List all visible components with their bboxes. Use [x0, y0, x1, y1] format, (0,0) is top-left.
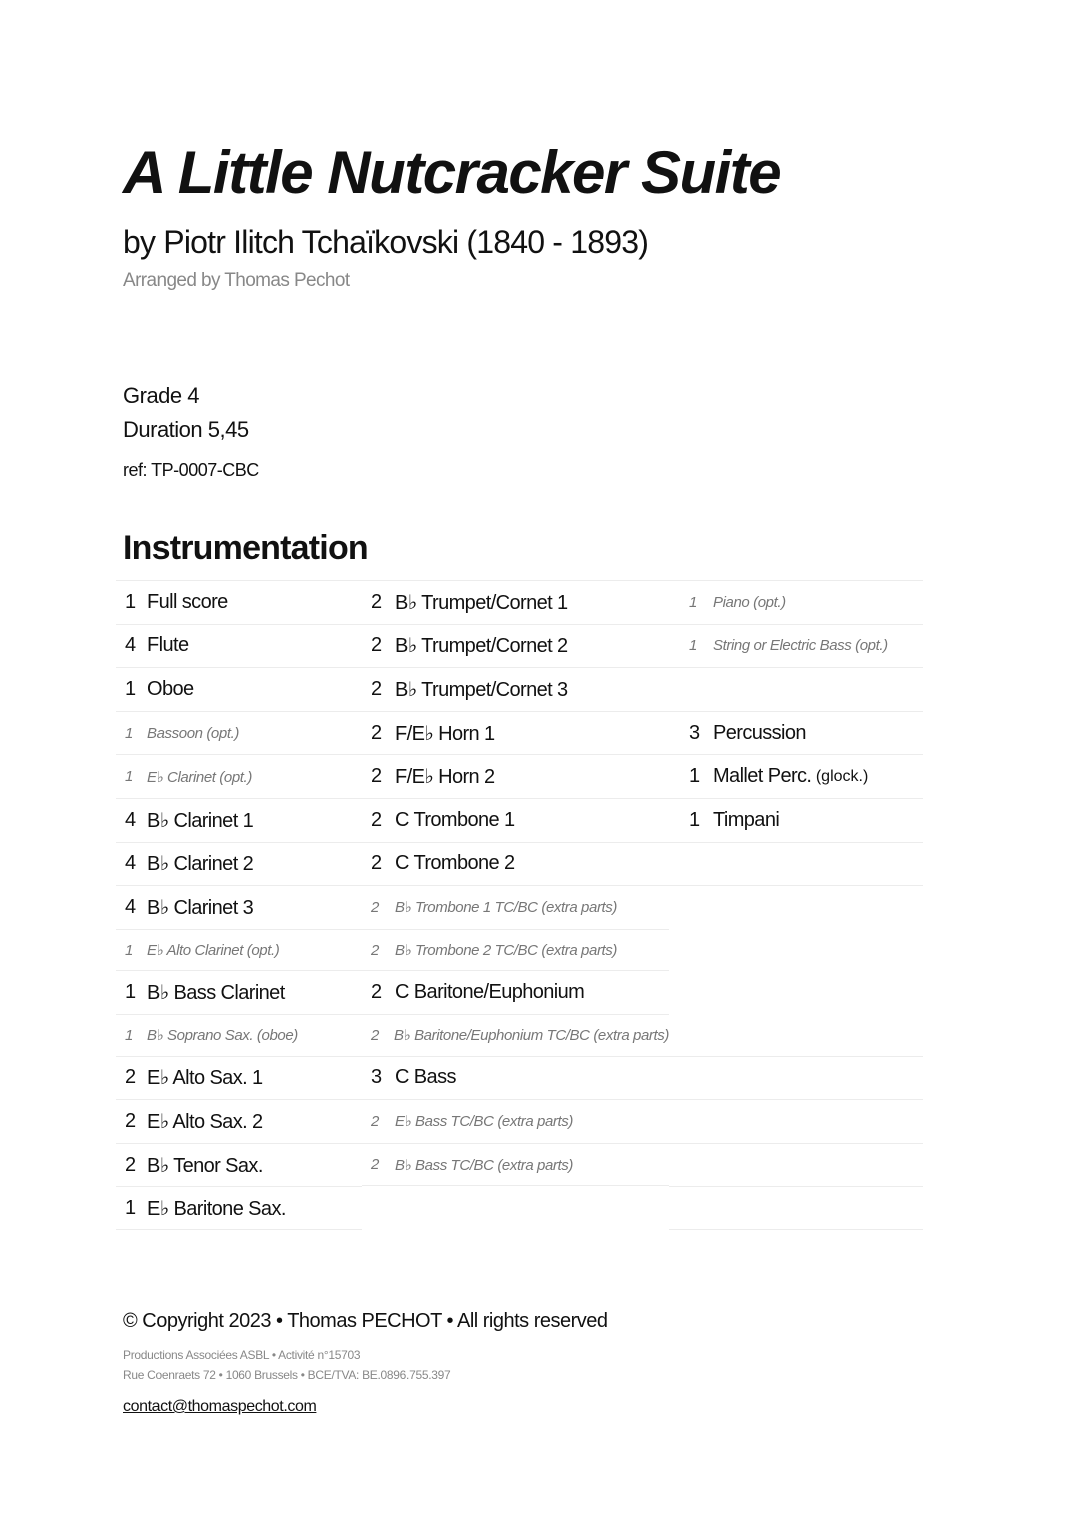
empty-row — [669, 885, 923, 929]
empty-row — [669, 842, 923, 886]
instrument-row-optional — [116, 711, 362, 755]
instrument-column-2 — [362, 580, 669, 1186]
instrument-name: E♭ Bass TC/BC (extra parts) — [395, 1113, 573, 1131]
copyright-notice: © Copyright 2023 • Thomas PECHOT • All rights reserved — [123, 1310, 608, 1332]
instrument-name: B♭ Soprano Sax. (oboe) — [147, 1027, 298, 1045]
arranger-line: Arranged by Thomas Pechot — [123, 270, 350, 291]
instrument-qty: 2 — [371, 981, 382, 1004]
instrument-row — [116, 842, 362, 886]
instrument-name: C Trombone 2 — [395, 852, 515, 875]
instrument-name: Percussion — [713, 721, 806, 744]
instrument-qty: 3 — [689, 721, 700, 744]
instrument-row-optional — [362, 885, 669, 929]
instrument-row — [669, 754, 923, 798]
duration-text: Duration 5,45 — [123, 417, 249, 442]
instrument-name: F/E♭ Horn 2 — [395, 766, 495, 789]
empty-row — [669, 1014, 923, 1056]
instrument-row — [116, 580, 362, 624]
instrument-qty: 2 — [371, 590, 382, 613]
contact-email-link[interactable]: contact@thomaspechot.com — [123, 1398, 317, 1415]
composer-line: by Piotr Ilitch Tchaïkovski (1840 - 1893) — [123, 224, 649, 260]
instrument-name: E♭ Clarinet (opt.) — [147, 768, 252, 786]
instrument-qty: 1 — [125, 1196, 136, 1219]
instrument-qty: 2 — [371, 677, 382, 700]
instrument-qty: 2 — [371, 808, 382, 831]
instrument-name: B♭ Clarinet 1 — [147, 809, 254, 832]
instrument-qty: 1 — [689, 637, 697, 655]
instrument-name: Oboe — [147, 677, 194, 700]
instrument-qty: 1 — [689, 808, 700, 831]
instrument-name: Bassoon (opt.) — [147, 724, 239, 742]
instrument-row — [116, 1099, 362, 1143]
instrument-row — [116, 1143, 362, 1187]
empty-row — [669, 1186, 923, 1230]
instrument-qty: 1 — [125, 590, 136, 613]
instrument-name: B♭ Trumpet/Cornet 3 — [395, 678, 568, 701]
instrument-name: F/E♭ Horn 1 — [395, 722, 495, 745]
empty-row — [669, 1056, 923, 1100]
instrument-row-optional — [362, 1143, 669, 1187]
instrument-name: C Baritone/Euphonium — [395, 981, 585, 1004]
instrument-row-optional — [116, 754, 362, 798]
instrument-row — [116, 667, 362, 711]
instrument-qty: 2 — [371, 852, 382, 875]
instrument-name: B♭ Baritone/Euphonium TC/BC (extra parts) — [394, 1027, 669, 1045]
instrument-row — [362, 711, 669, 755]
instrument-qty: 2 — [125, 1066, 136, 1089]
instrument-name: Mallet Perc. — [713, 765, 812, 788]
instrument-row — [669, 798, 923, 842]
instrument-qty: 2 — [371, 1026, 379, 1044]
instrument-qty: 1 — [125, 724, 133, 742]
instrument-name: Full score — [147, 590, 228, 613]
instrument-qty: 1 — [689, 765, 700, 788]
instrument-row — [669, 711, 923, 755]
instrument-qty: 1 — [125, 677, 136, 700]
empty-row — [669, 1143, 923, 1187]
instrument-row — [116, 798, 362, 842]
instrument-qty: 2 — [371, 941, 379, 959]
instrument-qty: 2 — [125, 1153, 136, 1176]
instrument-row — [362, 667, 669, 711]
instrument-name: E♭ Alto Sax. 1 — [147, 1067, 263, 1090]
legal-line-2: Rue Coenraets 72 • 1060 Brussels • BCE/TVA: BE.0896.755.397 — [123, 1368, 451, 1382]
instrument-qty: 2 — [371, 1156, 379, 1174]
reference-text: ref: TP-0007-CBC — [123, 460, 259, 480]
legal-line-1: Productions Associées ASBL • Activité n°15703 — [123, 1348, 361, 1362]
instrument-name: Timpani — [713, 808, 780, 831]
instrument-name: B♭ Bass Clarinet — [147, 982, 285, 1005]
instrument-row-optional — [116, 1014, 362, 1056]
instrument-name: B♭ Trumpet/Cornet 1 — [395, 591, 568, 614]
instrument-note: (glock.) — [815, 767, 869, 785]
instrument-qty: 1 — [125, 1026, 133, 1044]
instrument-name: B♭ Trombone 1 TC/BC (extra parts) — [395, 899, 617, 917]
instrument-name: String or Electric Bass (opt.) — [713, 637, 888, 655]
instrument-qty: 2 — [371, 898, 379, 916]
instrument-row-optional — [669, 624, 923, 668]
instrument-row — [116, 1056, 362, 1100]
instrument-row — [116, 1186, 362, 1230]
instrument-row-optional — [362, 929, 669, 971]
instrument-name: B♭ Bass TC/BC (extra parts) — [395, 1156, 573, 1174]
instrument-row — [362, 754, 669, 798]
instrument-row — [362, 624, 669, 668]
instrument-row — [116, 970, 362, 1014]
instrument-name: Piano (opt.) — [713, 593, 786, 611]
instrument-name: B♭ Tenor Sax. — [147, 1154, 263, 1177]
instrument-name: C Trombone 1 — [395, 808, 515, 831]
instrument-qty: 1 — [125, 768, 133, 786]
instrument-qty: 4 — [125, 808, 136, 831]
instrument-row — [362, 1056, 669, 1100]
instrument-name: E♭ Alto Clarinet (opt.) — [147, 942, 280, 960]
instrument-row-optional — [362, 1014, 669, 1056]
instrument-name: E♭ Alto Sax. 2 — [147, 1110, 263, 1133]
instrument-name: B♭ Trombone 2 TC/BC (extra parts) — [395, 942, 617, 960]
instrument-qty: 4 — [125, 895, 136, 918]
instrument-qty: 1 — [689, 593, 697, 611]
instrument-qty: 4 — [125, 634, 136, 657]
instrument-name: B♭ Clarinet 3 — [147, 896, 254, 919]
page-title: A Little Nutcracker Suite — [123, 139, 781, 206]
instrument-qty: 2 — [371, 634, 382, 657]
instrument-row-optional — [362, 1099, 669, 1143]
instrument-row-optional — [116, 929, 362, 971]
instrument-row — [116, 885, 362, 929]
instrument-row — [362, 970, 669, 1014]
grade-text: Grade 4 — [123, 383, 199, 408]
instrument-qty: 2 — [371, 721, 382, 744]
instrument-row — [362, 580, 669, 624]
empty-row — [669, 667, 923, 711]
instrument-qty: 4 — [125, 852, 136, 875]
instrument-name: B♭ Trumpet/Cornet 2 — [395, 635, 568, 658]
empty-row — [669, 1099, 923, 1143]
instrument-row — [362, 798, 669, 842]
instrument-qty: 1 — [125, 941, 133, 959]
instrument-row — [362, 842, 669, 886]
instrument-name: E♭ Baritone Sax. — [147, 1197, 286, 1220]
instrument-name: C Bass — [395, 1066, 456, 1089]
instrument-row-optional — [669, 580, 923, 624]
instrument-qty: 2 — [371, 1112, 379, 1130]
instrument-qty: 2 — [371, 765, 382, 788]
empty-row — [669, 929, 923, 971]
instrument-column-3 — [669, 580, 923, 1230]
instrument-qty: 3 — [371, 1066, 382, 1089]
empty-row — [669, 970, 923, 1014]
instrument-name: B♭ Clarinet 2 — [147, 853, 254, 876]
instrument-column-1 — [116, 580, 362, 1230]
instrument-row — [116, 624, 362, 668]
instrument-qty: 2 — [125, 1109, 136, 1132]
instrumentation-heading: Instrumentation — [123, 529, 368, 567]
instrument-qty: 1 — [125, 981, 136, 1004]
instrument-name: Flute — [147, 634, 189, 657]
